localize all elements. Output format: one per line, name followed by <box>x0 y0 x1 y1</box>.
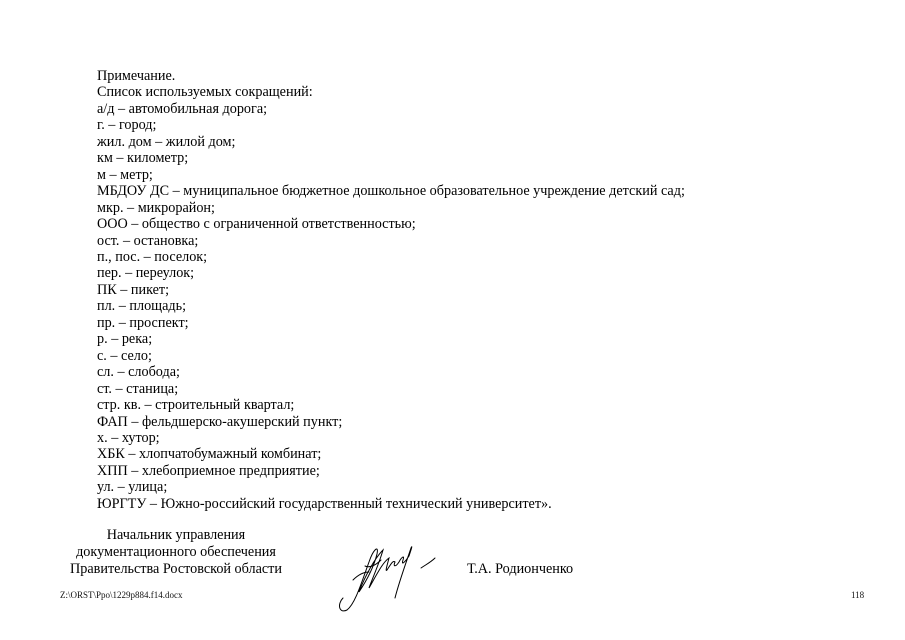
file-path: Z:\ORST\Ppo\1229p884.f14.docx <box>60 590 183 600</box>
list-title: Список используемых сокращений: <box>97 84 313 101</box>
list-item: мкр. – микрорайон; <box>97 199 215 216</box>
list-item: пл. – площадь; <box>97 298 187 315</box>
list-item: пер. – переулок; <box>97 265 195 282</box>
list-item: ПК – пикет; <box>97 281 170 298</box>
list-item: ФАП – фельдшерско-акушерский пункт; <box>97 413 343 430</box>
list-item: г. – город; <box>97 117 157 134</box>
abbreviations-note <box>97 68 685 512</box>
signatory-name: Т.А. Родионченко <box>467 561 574 577</box>
list-item: сл. – слобода; <box>97 364 180 381</box>
list-item: а/д – автомобильная дорога; <box>97 100 268 117</box>
list-item: ХПП – хлебоприемное предприятие; <box>97 462 320 479</box>
list-item: х. – хутор; <box>97 429 160 446</box>
page-number: 118 <box>851 590 865 600</box>
list-item: м – метр; <box>97 166 153 183</box>
list-item: пр. – проспект; <box>97 314 189 331</box>
signatory-title-line: Начальник управления <box>106 527 246 543</box>
signatory-title <box>58 527 294 578</box>
list-item: п., пос. – поселок; <box>97 248 208 265</box>
note-heading: Примечание. <box>97 68 176 84</box>
signatory-title-line: документационного обеспечения <box>76 544 276 560</box>
list-item: с. – село; <box>97 347 152 364</box>
list-item: ХБК – хлопчатобумажный комбинат; <box>97 446 322 463</box>
list-item: ст. – станица; <box>97 380 179 397</box>
list-item: р. – река; <box>97 331 153 348</box>
list-item: ООО – общество с ограниченной ответственностью; <box>97 216 416 233</box>
list-item: км – километр; <box>97 150 189 167</box>
handwritten-signature-icon <box>335 536 445 616</box>
list-item: МБДОУ ДС – муниципальное бюджетное дошкольное образовательное учреждение детский сад; <box>97 183 685 200</box>
list-item: жил. дом – жилой дом; <box>97 133 236 150</box>
list-item: ЮРГТУ – Южно-российский государственный технический университет». <box>97 495 552 512</box>
list-item: стр. кв. – строительный квартал; <box>97 397 295 414</box>
signatory-title-line: Правительства Ростовской области <box>70 561 282 577</box>
list-item: ул. – улица; <box>97 479 168 496</box>
list-item: ост. – остановка; <box>97 232 199 249</box>
